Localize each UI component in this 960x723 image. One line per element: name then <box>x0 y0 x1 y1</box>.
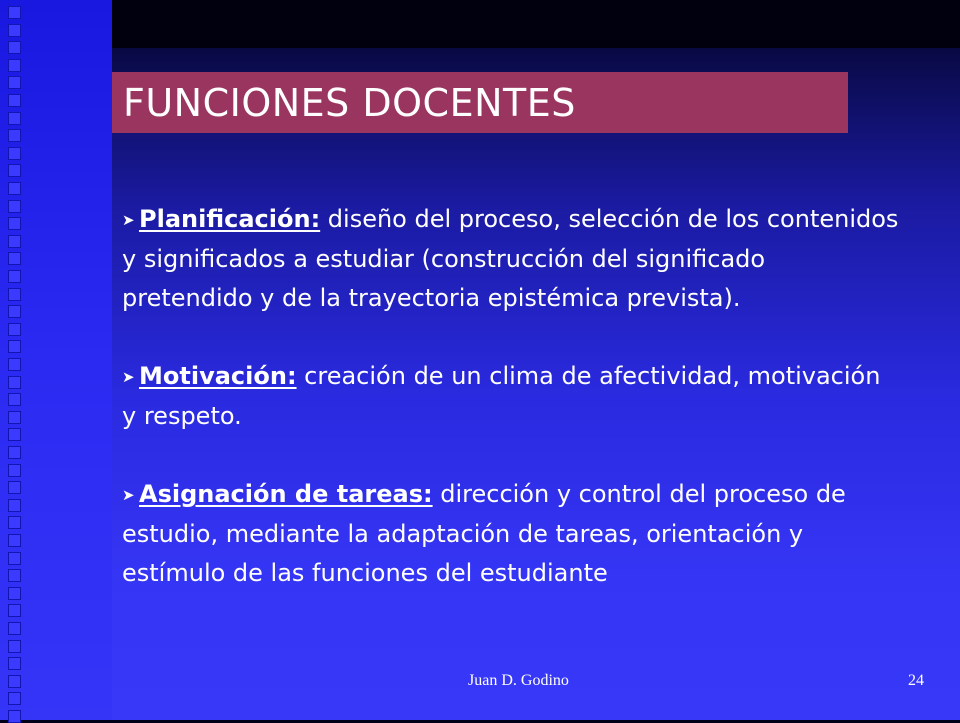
right-arrowhead-icon: ➤ <box>122 368 135 386</box>
right-arrowhead-icon: ➤ <box>122 486 135 504</box>
slide-title: FUNCIONES DOCENTES <box>123 80 576 125</box>
decorative-square <box>8 24 21 37</box>
decorative-square <box>8 288 21 301</box>
decorative-square <box>8 464 21 477</box>
decorative-square <box>8 340 21 353</box>
decorative-square <box>8 147 21 160</box>
decorative-square <box>8 640 21 653</box>
decorative-square <box>8 376 21 389</box>
decorative-square <box>8 516 21 529</box>
decorative-square <box>8 569 21 582</box>
decorative-square <box>8 534 21 547</box>
bullet-planificacion <box>122 200 902 318</box>
decorative-square <box>8 428 21 441</box>
decorative-square <box>8 59 21 72</box>
decorative-square <box>8 710 21 723</box>
decorative-square <box>8 657 21 670</box>
decorative-square <box>8 6 21 19</box>
top-dark-band <box>112 0 960 48</box>
decorative-square <box>8 235 21 248</box>
decorative-square <box>8 604 21 617</box>
decorative-square <box>8 587 21 600</box>
footer-author: Juan D. Godino <box>468 672 569 689</box>
bullet-term: Motivación: <box>139 362 297 390</box>
bullet-motivacion <box>122 357 902 436</box>
decorative-square <box>8 323 21 336</box>
decorative-square <box>8 112 21 125</box>
bullet-text: creación de un clima de afectividad, motivación y respeto. <box>122 362 881 430</box>
decorative-square <box>8 217 21 230</box>
slide-content <box>122 200 902 632</box>
decorative-square <box>8 182 21 195</box>
decorative-square <box>8 164 21 177</box>
bullet-text: diseño del proceso, selección de los contenidos y significados a estudiar (construcción del significado pretendido y de la trayectoria epistémica prevista). <box>122 205 899 312</box>
decorative-square <box>8 481 21 494</box>
decorative-square <box>8 76 21 89</box>
decorative-square <box>8 393 21 406</box>
decorative-square <box>8 270 21 283</box>
decorative-square <box>8 252 21 265</box>
decorative-square <box>8 411 21 424</box>
decorative-square <box>8 358 21 371</box>
decorative-square <box>8 692 21 705</box>
decorative-square <box>8 446 21 459</box>
decorative-square <box>8 499 21 512</box>
decorative-square <box>8 622 21 635</box>
bullet-text: dirección y control del proceso de estudio, mediante la adaptación de tareas, orientación y estímulo de las funciones del estudiante <box>122 480 846 587</box>
bullet-asignacion-tareas <box>122 475 902 593</box>
title-band <box>112 72 848 133</box>
decorative-square <box>8 129 21 142</box>
decorative-square <box>8 552 21 565</box>
bullet-term: Asignación de tareas: <box>139 480 433 508</box>
right-arrowhead-icon: ➤ <box>122 211 135 229</box>
decorative-square <box>8 94 21 107</box>
decorative-square <box>8 675 21 688</box>
page-number: 24 <box>908 672 924 689</box>
decorative-square <box>8 41 21 54</box>
bullet-term: Planificación: <box>139 205 321 233</box>
decorative-square <box>8 305 21 318</box>
decorative-square <box>8 200 21 213</box>
